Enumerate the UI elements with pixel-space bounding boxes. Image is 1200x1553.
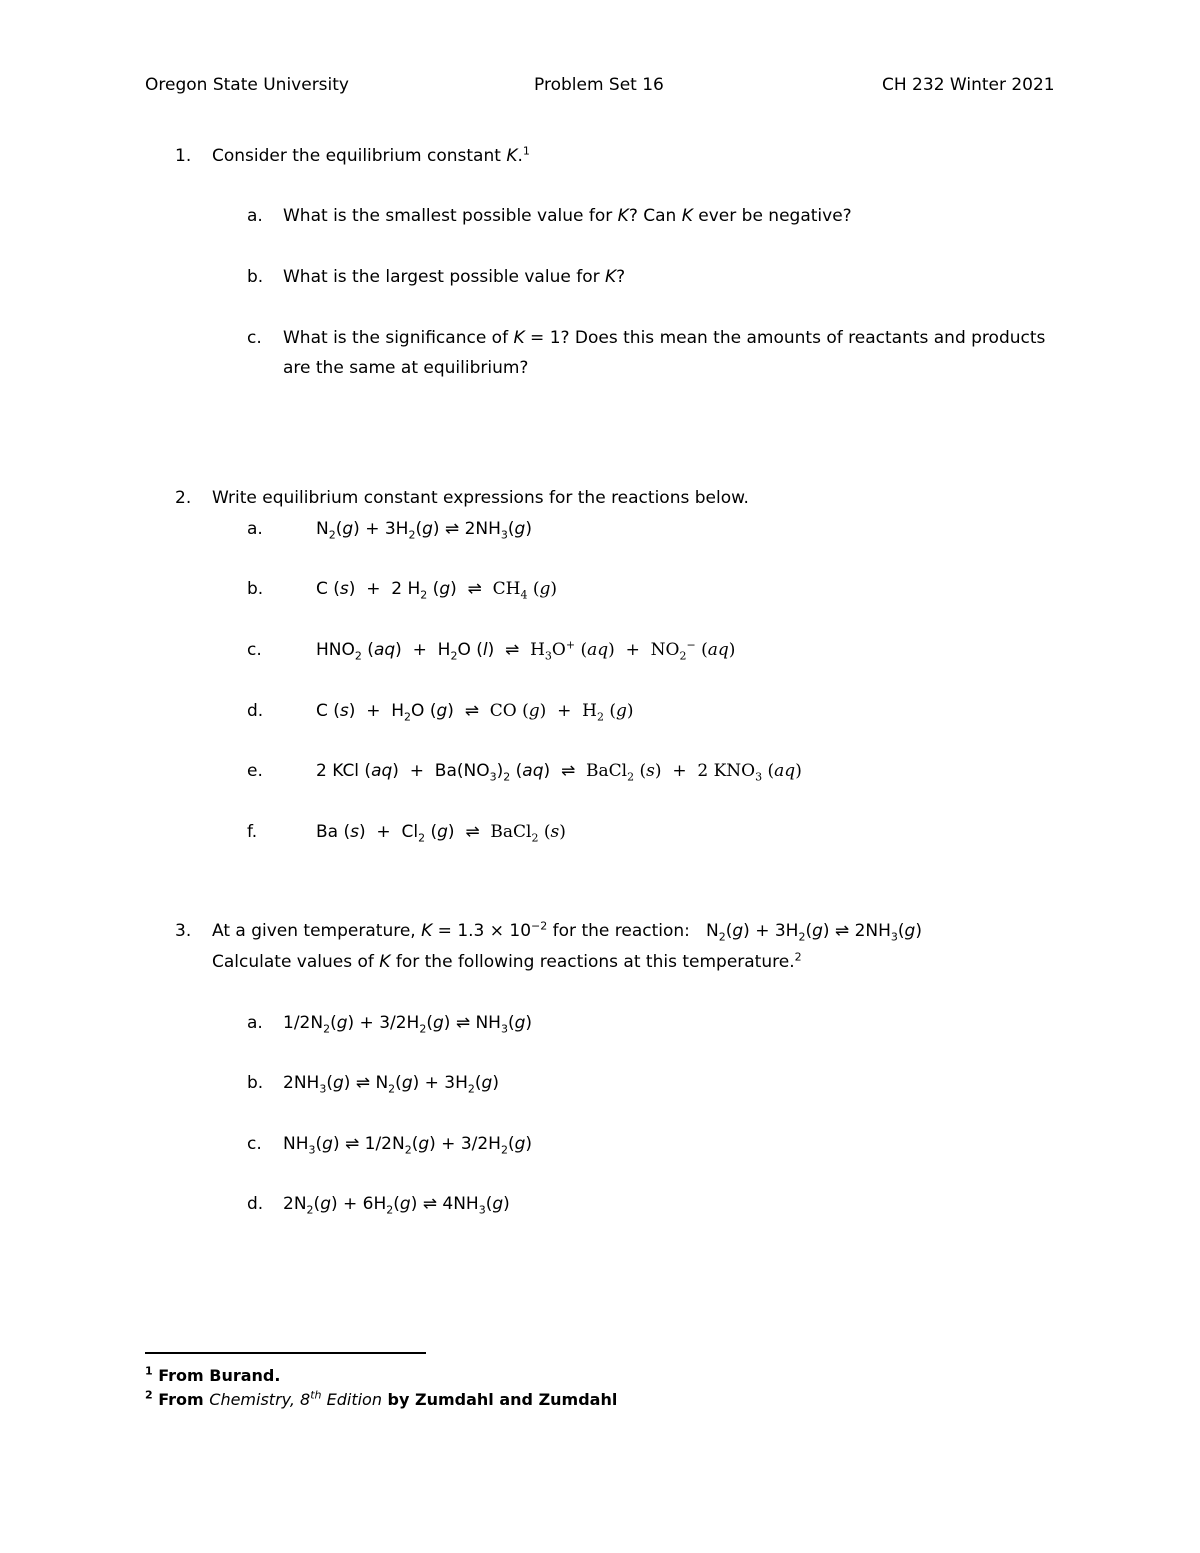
footnote-2: $^2$ From Chemistry, 8th Edition by Zumdahl and Zumdahl: [145, 1388, 618, 1409]
q2d-equation: C $(s) + H_2O$ (g) ⇌ CO $(g) + H_2$ (g): [316, 701, 634, 724]
q2d-label: d.: [247, 701, 264, 721]
header-center: Problem Set 16: [534, 75, 664, 95]
q2f-label: f.: [247, 822, 258, 842]
q2c-equation: $HNO_2$ $(aq) + H_2O$ (l) ⇌ $H_3O^+$ $(aq) + NO_2^-$ (aq): [316, 638, 736, 663]
q2e-equation: 2 KCl $(aq) + Ba(NO_3)_2$ (aq) ⇌ BaCl$_2$ (s) + 2 $KNO_3$ (aq): [316, 761, 802, 784]
q3b-equation: $2NH_3(g)$ ⇌ $N_2(g) + 3H_2(g)$: [283, 1073, 499, 1096]
q1c-label: c.: [247, 328, 262, 348]
q2f-equation: Ba $(s) + Cl_2$ (g) ⇌ BaCl$_2$ (s): [316, 822, 566, 845]
q3-text-line2: Calculate values of K for the following reactions at this temperature.$^2$: [212, 950, 802, 972]
q1a-text: What is the smallest possible value for K? Can K ever be negative?: [283, 206, 852, 226]
q3-number: 3.: [175, 921, 192, 941]
q1c-text-line2: are the same at equilibrium?: [283, 358, 529, 378]
q3-reaction: $N_2(g) + 3H_2(g)$ ⇌ $2NH_3(g)$: [706, 921, 922, 944]
q2b-label: b.: [247, 579, 264, 599]
q2c-label: c.: [247, 640, 262, 660]
q1b-text: What is the largest possible value for K?: [283, 267, 626, 287]
q3d-label: d.: [247, 1194, 264, 1214]
q1b-label: b.: [247, 267, 264, 287]
q3a-label: a.: [247, 1013, 263, 1033]
footnote-1: $^1$ From Burand.: [145, 1364, 281, 1385]
q3d-equation: $2N_2(g) + 6H_2(g)$ ⇌ $4NH_3(g)$: [283, 1194, 510, 1217]
header-left: Oregon State University: [145, 75, 349, 95]
footnote-separator: [145, 1352, 426, 1354]
q2b-equation: C (s) + 2 $H_2$ (g) ⇌ $CH_4$ (g): [316, 579, 558, 602]
q2a-label: a.: [247, 519, 263, 539]
q2e-label: e.: [247, 761, 263, 781]
q3-text: At a given temperature, $K = 1.3 \times 10^{-2}$ for the reaction:: [212, 919, 690, 941]
q3a-equation: $1/2N_2(g) + 3/2H_2(g)$ ⇌ $NH_3(g)$: [283, 1013, 533, 1036]
q3c-label: c.: [247, 1134, 262, 1154]
q1-text: Consider the equilibrium constant K.$^1$: [212, 144, 530, 166]
q1-number: 1.: [175, 146, 192, 166]
q3b-label: b.: [247, 1073, 264, 1093]
q1c-text: What is the significance of K = 1? Does this mean the amounts of reactants and products: [283, 328, 1046, 348]
q1a-label: a.: [247, 206, 263, 226]
q2-number: 2.: [175, 488, 192, 508]
q2-text: Write equilibrium constant expressions for the reactions below.: [212, 488, 749, 508]
q3c-equation: $NH_3(g)$ ⇌ $1/2N_2(g) + 3/2H_2(g)$: [283, 1134, 533, 1157]
q2a-equation: $N_2(g) + 3H_2(g)$ ⇌ $2NH_3(g)$: [316, 519, 532, 542]
header-right: CH 232 Winter 2021: [882, 75, 1055, 95]
